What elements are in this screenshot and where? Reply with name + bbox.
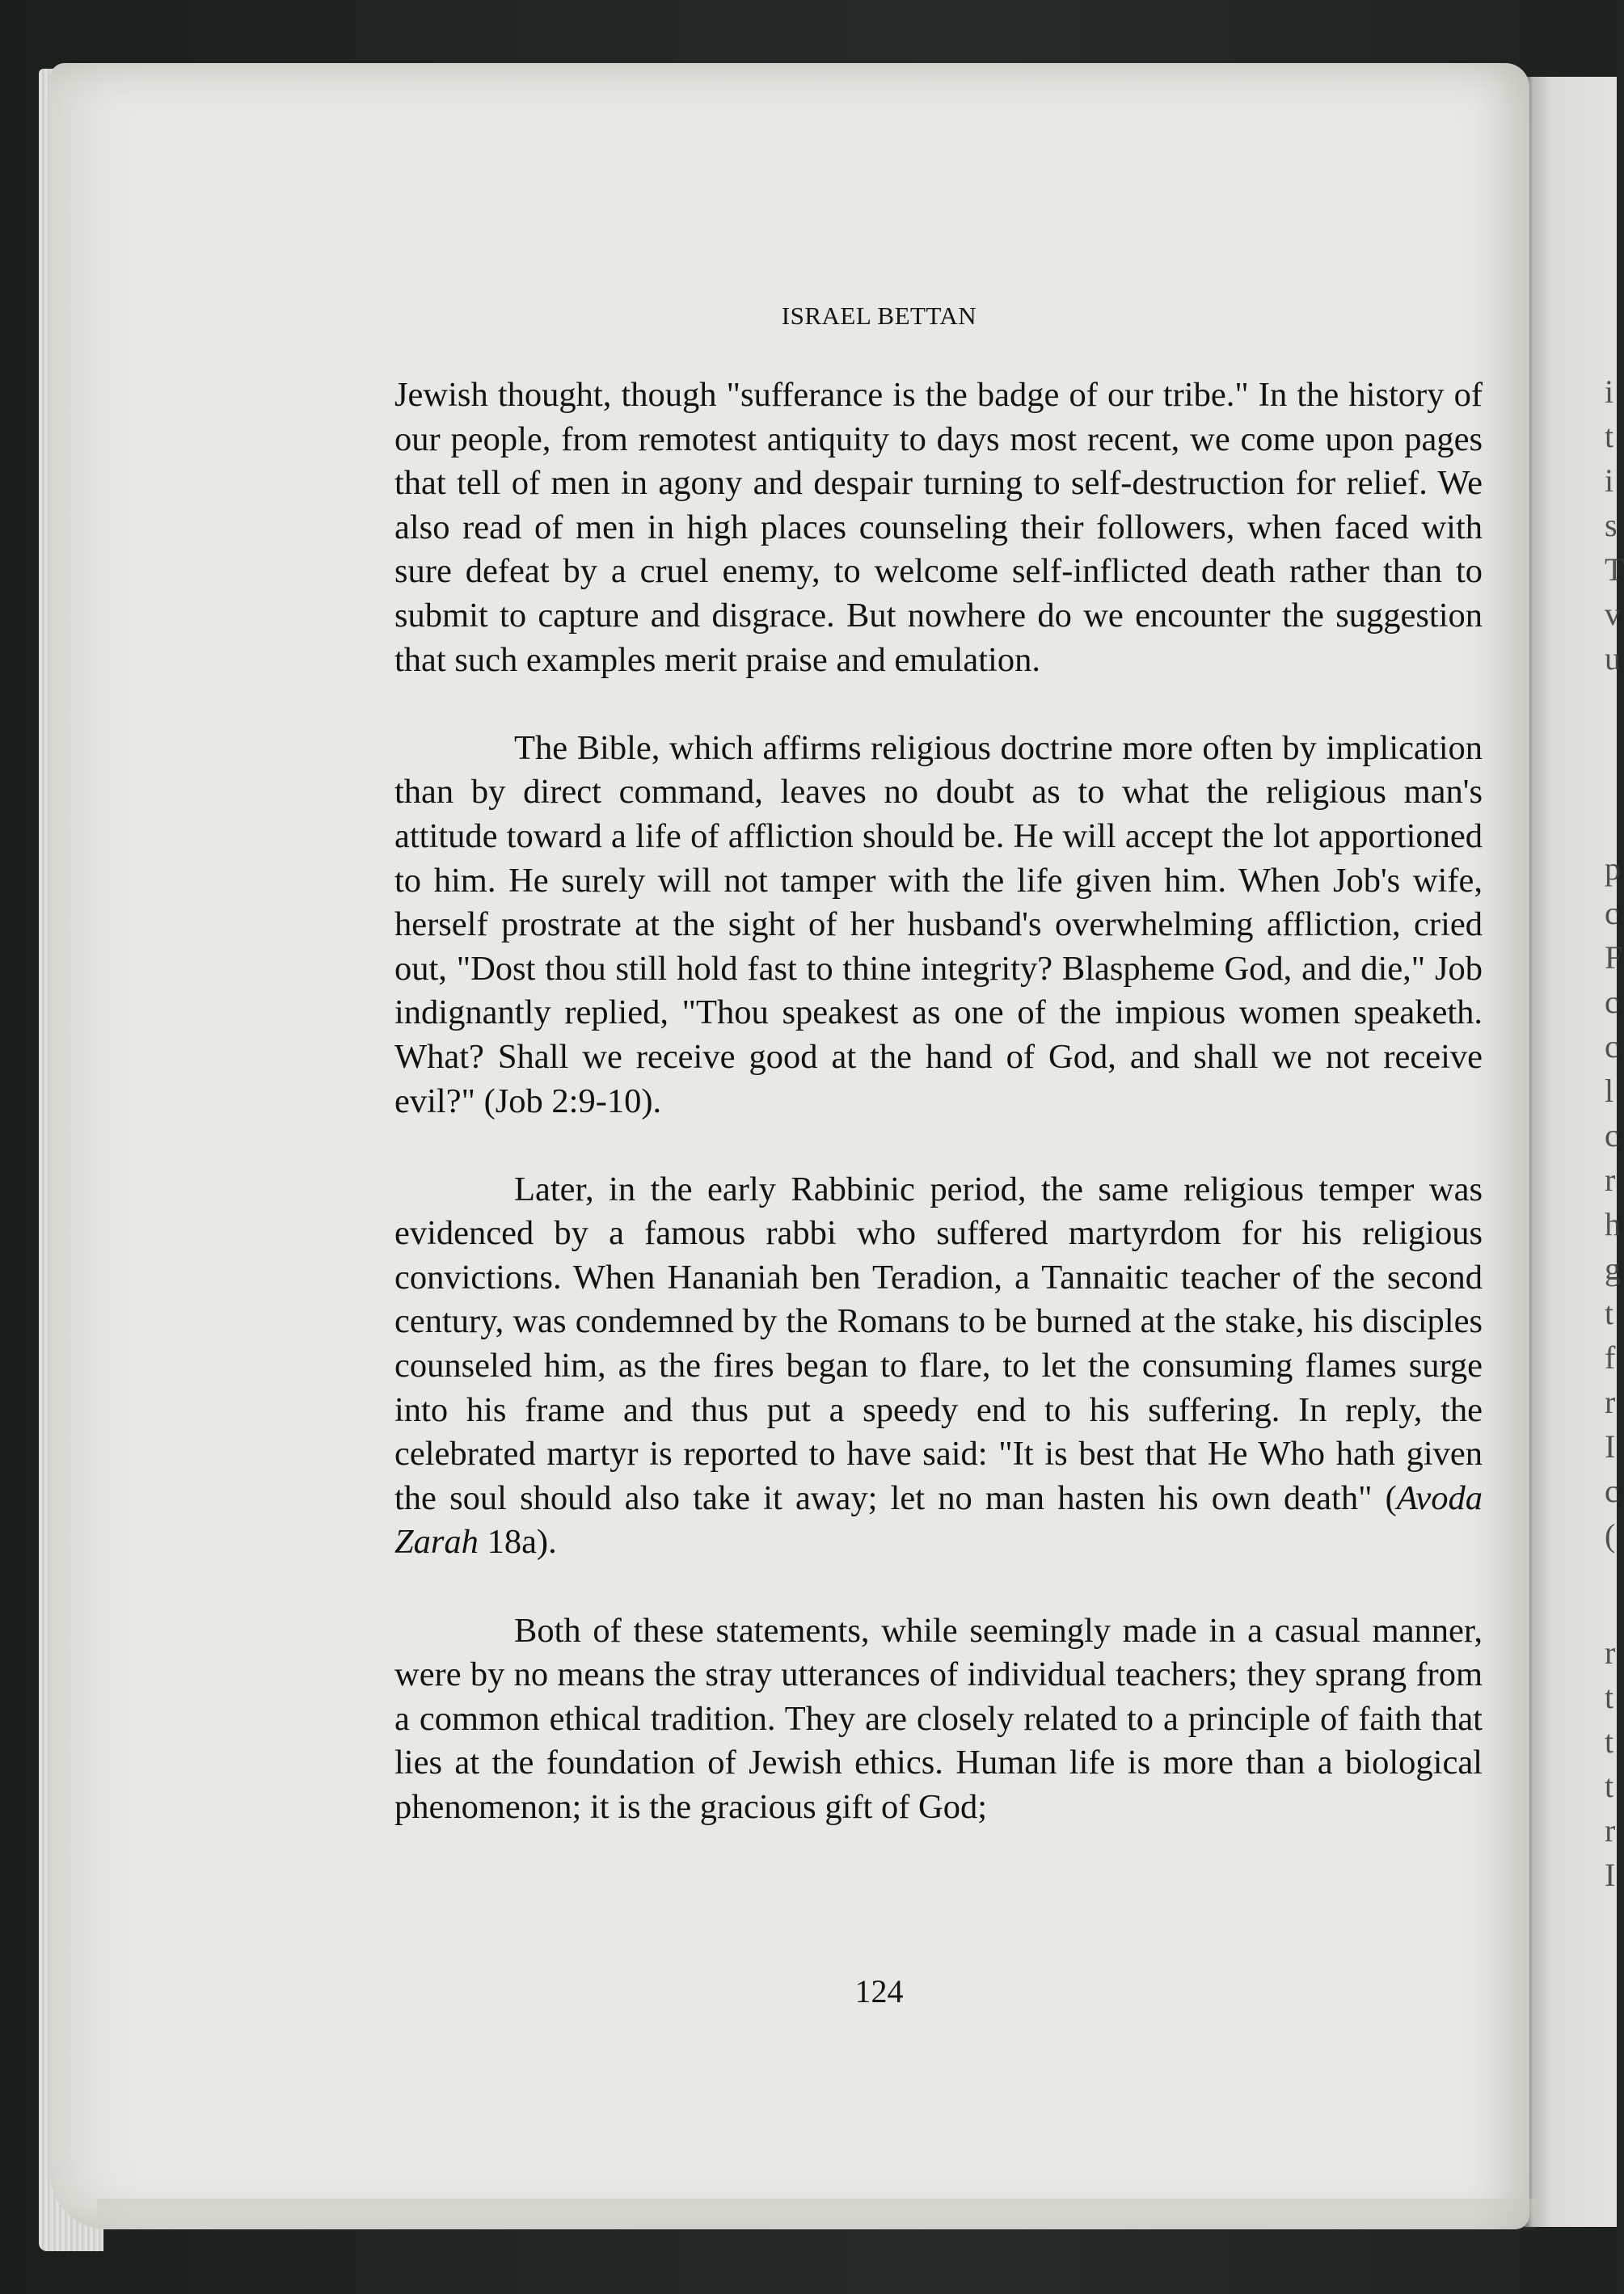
facing-page-letter: g: [1605, 1250, 1621, 1287]
facing-page-letter: t: [1605, 1295, 1614, 1331]
facing-page-letter: u: [1605, 640, 1621, 677]
facing-page-letter: r: [1605, 1384, 1616, 1420]
facing-page-letter: c: [1605, 895, 1619, 931]
facing-page-letter: c: [1605, 1473, 1619, 1509]
paragraph-2: The Bible, which affirms religious doctrine more often by implication than by direct command, leaves no doubt as to what the religious man's attitude toward a life of affliction should be. He will accept the lot apportioned to him. He surely will not tamper with the life given him. When Job's wife, herself prostrate at the sight of her husband's overwhelming affliction, cried out, "Dost thou still hold fast to thine integrity? Blaspheme God, and die," Job indignantly replied, "Thou speakest as one of the impious women speaketh. What? Shall we receive good at the hand of God, and shall we not receive evil?" (Job 2:9-10).: [394, 728, 1483, 1120]
running-head: ISRAEL BETTAN: [781, 302, 977, 330]
facing-page-letter: c: [1605, 984, 1619, 1020]
citation-title: Avoda Zarah: [394, 1478, 1483, 1562]
facing-page-letter: l: [1605, 1073, 1614, 1109]
facing-page-letter: c: [1605, 1028, 1619, 1065]
facing-page-letter: t: [1605, 418, 1614, 454]
facing-page-letter: s: [1605, 507, 1618, 543]
facing-page-letter: t: [1605, 1679, 1614, 1715]
facing-page-letter: i: [1605, 373, 1614, 410]
facing-page-letter: h: [1605, 1206, 1621, 1242]
facing-page-letter: t: [1605, 1723, 1614, 1760]
page-number: 124: [854, 1973, 904, 2009]
page-bottom-shadow: [97, 2199, 1536, 2231]
facing-page-letter: T: [1605, 551, 1624, 588]
facing-page-letter: (: [1605, 1517, 1616, 1554]
paragraph-1: Jewish thought, though "sufferance is the badge of our tribe." In the history of our people, from remotest antiquity to days most recent, we come upon pages that tell of men in agony and despair turning to self-destruction for relief. We also read of men in high places counseling their followers, when faced with sure defeat by a cruel enemy, to welcome self-inflicted death rather than to submit to capture and disgrace. But nowhere do we encounter the suggestion that such examples merit praise and emulation.: [394, 376, 1483, 679]
facing-page-letter: I: [1605, 1428, 1616, 1465]
facing-page-letter: r: [1605, 1634, 1616, 1671]
citation-reference: 18a).: [478, 1523, 557, 1562]
paragraph-4: Both of these statements, while seemingly made in a casual manner, were by no means the stray utterances of individual teachers; they sprang from a common ethical tradition. They are closely related to a principle of faith that lies at the foundation of Jewish ethics. Human life is more than a biological phenomenon; it is the gracious gift of God;: [394, 1611, 1483, 1826]
paragraph-3: [394, 1168, 1483, 1565]
facing-page-edge: [1524, 77, 1624, 2227]
facing-page-letter: r: [1605, 1162, 1616, 1198]
facing-page-letter: c: [1605, 1117, 1619, 1153]
page-body: [394, 373, 1483, 1874]
facing-page-letter: F: [1605, 939, 1623, 976]
facing-page-letter: p: [1605, 850, 1621, 887]
facing-page-letter: I: [1605, 1857, 1616, 1893]
paragraph-3-text: Later, in the early Rabbinic period, the same religious temper was evidenced by a famous rabbi who suffered martyrdom for his religious convictions. When Hananiah ben Teradion, a Tannaitic teacher of the second century, was condemned by the Romans to be burned at the stake, his disciples counseled him, as the fires began to flare, to let the consuming flames surge into his frame and thus put a speedy end to his suffering. In reply, the celebrated martyr is reported to have said: "It is best that He Who hath given the soul should also take it away; let no man hasten his own death" (: [394, 1170, 1483, 1517]
facing-page-letter: f: [1605, 1339, 1616, 1376]
facing-page-letter: t: [1605, 1768, 1614, 1804]
facing-page-letter: r: [1605, 1812, 1616, 1849]
facing-page-letter: i: [1605, 462, 1614, 499]
facing-page-letter: v: [1605, 596, 1621, 632]
